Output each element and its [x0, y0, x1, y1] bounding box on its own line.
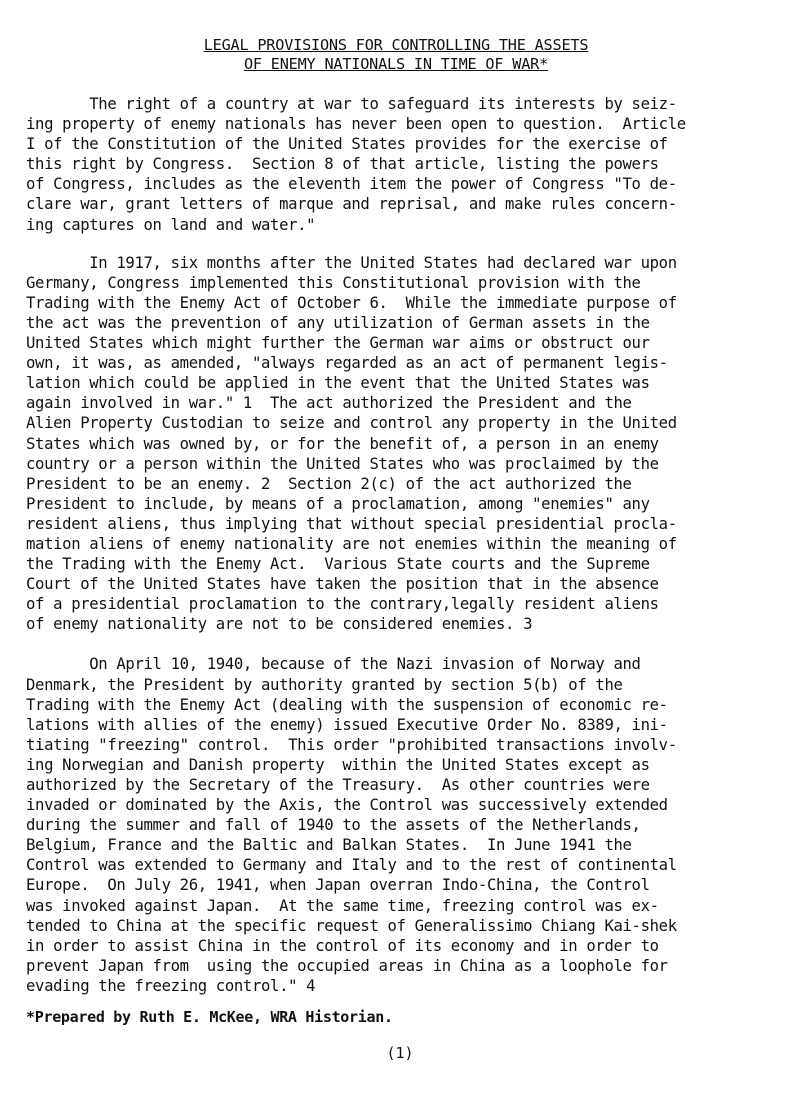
author-footnote: *Prepared by Ruth E. McKee, WRA Historian.	[26, 1008, 393, 1027]
document-title	[26, 36, 766, 74]
paragraph-1: The right of a country at war to safeguard its interests by seiz- ing property of enemy nationals has never been open to question. Article I of the Constitution of the United States provides for the exercise of this right by Congress. Section 8 of that article, listing the powers of Congress, includes as the eleventh item the power of Congress "To de- clare war, grant letters of marque and reprisal, and make rules concern- ing captures on land and water."	[26, 95, 686, 234]
title-line-1: LEGAL PROVISIONS FOR CONTROLLING THE ASSETS	[203, 36, 589, 54]
page-number: (1)	[386, 1044, 414, 1062]
title-line-2: OF ENEMY NATIONALS IN TIME OF WAR*	[243, 55, 549, 73]
paragraph-2: In 1917, six months after the United States had declared war upon Germany, Congress implemented this Constitutional provision with the Trading with the Enemy Act of October 6. While the immediate purpose of the act was the prevention of any utilization of German assets in the United States which might further the German war aims or obstruct our own, it was, as amended, "always regarded as an act of permanent legis- lation which could be applied in the event that the United States was again involved in war." 1 The act authorized the President and the Alien Property Custodian to seize and control any property in the United States which was owned by, or for the benefit of, a person in an enemy country or a person within the United States who was proclaimed by the President to be an enemy. 2 Section 2(c) of the act authorized the President to include, by means of a proclamation, among "enemies" any resident aliens, thus implying that without special presidential procla- mation aliens of enemy nationality are not enemies within the meaning of the Trading with the Enemy Act. Various State courts and the Supreme Court of the United States have taken the position that in the absence of a presidential proclamation to the contrary,legally resident aliens of enemy nationality are not to be considered enemies. 3	[26, 253, 677, 634]
document-page	[26, 36, 766, 1026]
paragraph-3: On April 10, 1940, because of the Nazi invasion of Norway and Denmark, the President by authority granted by section 5(b) of the Trading with the Enemy Act (dealing with the suspension of economic re- lations with allies of the enemy) issued Executive Order No. 8389, ini- tiating "freezing" control. This order "prohibited transactions involv- ing Norwegian and Danish property within the United States except as authorized by the Secretary of the Treasury. As other countries were invaded or dominated by the Axis, the Control was successively extended during the summer and fall of 1940 to the assets of the Netherlands, Belgium, France and the Baltic and Balkan States. In June 1941 the Control was extended to Germany and Italy and to the rest of continental Europe. On July 26, 1941, when Japan overran Indo-China, the Control was invoked against Japan. At the same time, freezing control was ex- tended to China at the specific request of Generalissimo Chiang Kai-shek in order to assist China in the control of its economy and in order to prevent Japan from using the occupied areas in China as a loophole for evading the freezing control." 4	[26, 655, 677, 995]
